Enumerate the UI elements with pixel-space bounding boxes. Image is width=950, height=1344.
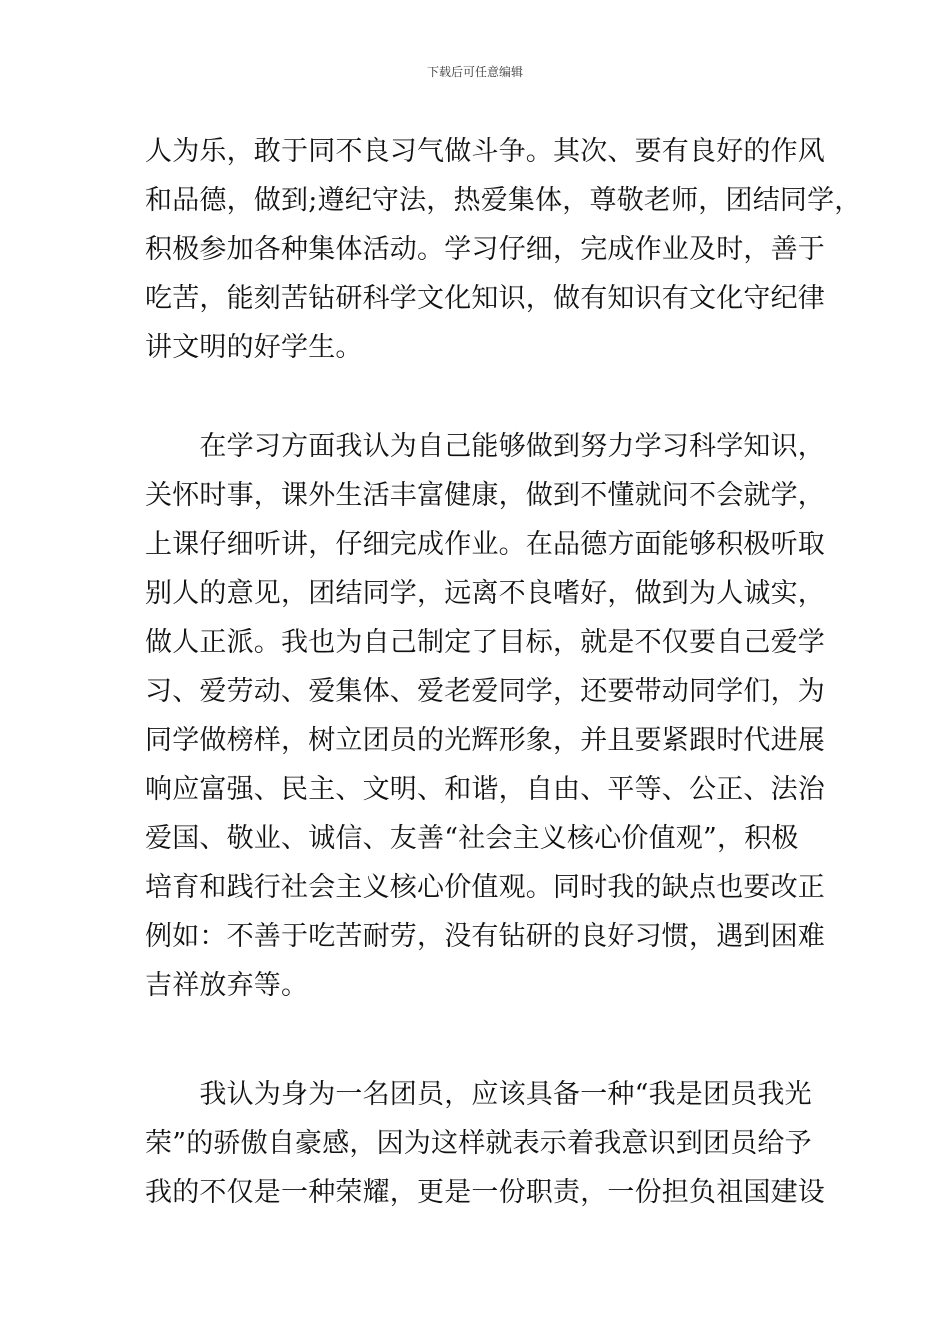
text-line: 响应富强、民主、文明、和谐，自由、平等、公正、法治 bbox=[145, 774, 825, 805]
text-line: 习、爱劳动、爱集体、爱老爱同学，还要带动同学们，为 bbox=[145, 676, 825, 707]
text-line: 上课仔细听讲，仔细完成作业。在品德方面能够积极听取 bbox=[145, 529, 825, 560]
text-line: 别人的意见，团结同学，远离不良嗜好，做到为人诚实， bbox=[145, 578, 825, 609]
text-line: 和品德，做到;遵纪守法，热爱集体，尊敬老师，团结同学， bbox=[145, 185, 862, 216]
text-line: 爱国、敬业、诚信、友善“社会主义核心价值观”，积极 bbox=[145, 823, 799, 854]
text-line: 我的不仅是一种荣耀，更是一份职责，一份担负祖国建设 bbox=[145, 1177, 825, 1208]
text-line: 人为乐，敢于同不良习气做斗争。其次、要有良好的作风 bbox=[145, 136, 825, 167]
text-line: 讲文明的好学生。 bbox=[145, 332, 363, 363]
text-line: 荣”的骄傲自豪感，因为这样就表示着我意识到团员给予 bbox=[145, 1128, 812, 1159]
text-line: 同学做榜样，树立团员的光辉形象，并且要紧跟时代进展 bbox=[145, 725, 825, 756]
text-line: 吃苦，能刻苦钻研科学文化知识，做有知识有文化守纪律 bbox=[145, 283, 825, 314]
text-line: 培育和践行社会主义核心价值观。同时我的缺点也要改正 bbox=[145, 872, 825, 903]
text-line: 例如：不善于吃苦耐劳，没有钻研的良好习惯，遇到困难 bbox=[145, 921, 825, 952]
page-header: 下载后可任意编辑 bbox=[426, 65, 523, 79]
text-line: 在学习方面我认为自己能够做到努力学习科学知识， bbox=[145, 431, 825, 462]
text-line: 我认为身为一名团员，应该具备一种“我是团员我光 bbox=[145, 1079, 812, 1110]
text-line: 吉祥放弃等。 bbox=[145, 970, 309, 1001]
text-line: 关怀时事，课外生活丰富健康，做到不懂就问不会就学， bbox=[145, 480, 825, 511]
text-line: 做人正派。我也为自己制定了目标，就是不仅要自己爱学 bbox=[145, 627, 825, 658]
text-line: 积极参加各种集体活动。学习仔细，完成作业及时，善于 bbox=[145, 234, 825, 265]
